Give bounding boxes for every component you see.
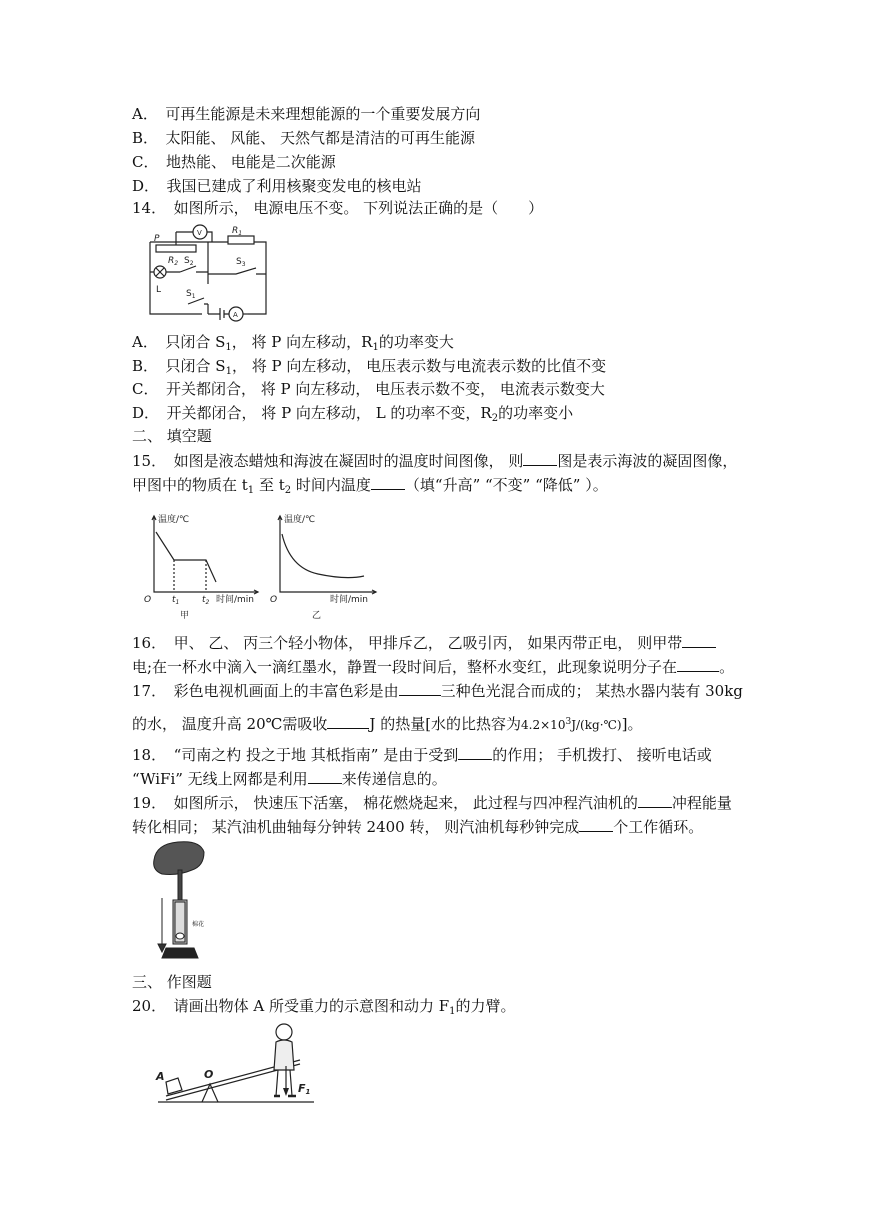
q13-option-d: D． 我国已建成了利用核聚变发电的核电站 <box>132 177 422 195</box>
q20-stem: 20． 请画出物体 A 所受重力的示意图和动力 $F_1$的力臂。 <box>132 997 516 1017</box>
q15-yi-xlabel: 时间/min <box>330 595 369 605</box>
q14-option-c: C． 开关都闭合， 将 P 向左移动， 电压表示数不变， 电流表示数变大 <box>132 380 605 398</box>
q14-option-b: B． 只闭合 $S_1$， 将 P 向左移动， 电压表示数与电流表示数的比值不变 <box>132 357 607 377</box>
q14-stem: 14． 如图所示， 电源电压不变。 下列说法正确的是（ ） <box>132 199 544 217</box>
q20-label-f: F <box>298 1082 306 1095</box>
q14-label-v: V <box>197 229 202 237</box>
svg-text:t2 <box>202 595 210 606</box>
q15-line-1: 15． 如图是液态蜡烛和海波在凝固时的温度时间图像， 则 图是表示海波的凝固图像， <box>132 452 738 470</box>
q14-label-r1: R <box>232 226 239 236</box>
q14-label-s3: S <box>236 257 242 267</box>
q15-line-2: 甲图中的物质在 $t_1$ 至 $t_2$ 时间内温度 （填“升高” “不变” “降低” ）。 <box>132 476 608 496</box>
q20-label-f-sub: 1 <box>305 1088 311 1096</box>
q19-cotton-label: 棉花 <box>192 921 205 928</box>
q15-jia-ylabel: 温度/℃ <box>158 515 190 525</box>
q14-label-r2-sub: 2 <box>174 260 179 267</box>
q15-jia-t1-sub: 1 <box>175 599 180 606</box>
q14-label-r1-sub: 1 <box>238 230 243 237</box>
q14-label-r2: R <box>168 256 175 266</box>
q18-line-1: 18． “司南之杓 投之于地 其柢指南” 是由于受到 的作用； 手机拨打、 接听电话或 <box>132 746 712 764</box>
q13-option-a: A． 可再生能源是未来理想能源的一个重要发展方向 <box>132 105 481 123</box>
q14-label-s2: S <box>184 256 190 266</box>
svg-text:F1 <box>298 1082 311 1096</box>
q20-lever-figure <box>152 1018 322 1108</box>
q19-line-1: 19． 如图所示， 快速压下活塞， 棉花燃烧起来， 此过程与四冲程汽油机的 冲程能量 <box>132 794 732 812</box>
q14-label-s3-sub: 3 <box>241 261 246 268</box>
q14-label-l: L <box>156 285 162 295</box>
q14-option-d: D． 开关都闭合， 将 P 向左移动， L 的功率不变，$R_2$的功率变小 <box>132 404 574 424</box>
svg-text:S1 <box>186 289 196 300</box>
q14-label-p: P <box>154 234 160 244</box>
q19-piston-figure <box>148 840 218 968</box>
section-2-heading: 二、 填空题 <box>132 427 212 445</box>
svg-text:S2 <box>184 256 194 267</box>
q15-graph-yi <box>268 510 388 622</box>
q20-label-o: O <box>204 1068 214 1081</box>
q15-graph-jia <box>140 510 270 622</box>
q15-yi-caption: 乙 <box>312 611 322 621</box>
q14-label-s1: S <box>186 289 192 299</box>
q14-label-s2-sub: 2 <box>189 260 194 267</box>
svg-text:R1 <box>232 226 242 237</box>
q13-option-c: C． 地热能、 电能是二次能源 <box>132 153 336 171</box>
q18-line-2: “WiFi” 无线上网都是利用 来传递信息的。 <box>132 770 447 788</box>
q16-line-1: 16． 甲、 乙、 丙三个轻小物体， 甲排斥乙， 乙吸引丙， 如果丙带正电， 则甲带 <box>132 632 716 653</box>
svg-text:R2 <box>168 256 178 267</box>
q14-option-a: A． 只闭合 $S_1$， 将 P 向左移动，$R_1$的功率变大 <box>132 333 454 353</box>
svg-text:t1 <box>172 595 179 606</box>
q14-circuit-diagram <box>140 222 280 326</box>
q17-line-2: 的水， 温度升高 20℃需吸收 J 的热量[水的比热容为$4.2\times 10^3J/(kg\cdot℃)$]。 <box>132 715 643 733</box>
q15-jia-t1: t <box>172 595 176 605</box>
q14-label-a: A <box>233 311 238 319</box>
q14-label-s1-sub: 1 <box>191 293 196 300</box>
q20-label-a: A <box>156 1070 165 1083</box>
q15-jia-t2-sub: 2 <box>205 599 210 606</box>
q16-line-2: 电;在一杯水中滴入一滴红墨水，静置一段时间后，整杯水变红，此现象说明分子在 。 <box>132 658 735 676</box>
q15-yi-origin: O <box>270 595 278 605</box>
q15-jia-origin: O <box>144 595 152 605</box>
section-3-heading: 三、 作图题 <box>132 973 212 991</box>
q15-jia-xlabel: 时间/min <box>216 595 255 605</box>
q15-jia-caption: 甲 <box>180 611 190 621</box>
q13-option-b: B． 太阳能、 风能、 天然气都是清洁的可再生能源 <box>132 129 476 147</box>
q17-line-1: 17． 彩色电视机画面上的丰富色彩是由 三种色光混合而成的； 某热水器内装有 30kg <box>132 682 743 700</box>
q15-jia-t2: t <box>202 595 206 605</box>
q15-yi-ylabel: 温度/℃ <box>284 515 316 525</box>
svg-text:S3 <box>236 257 246 268</box>
q19-line-2: 转化相同； 某汽油机曲轴每分钟转 2400 转， 则汽油机每秒钟完成 个工作循环。 <box>132 818 704 836</box>
